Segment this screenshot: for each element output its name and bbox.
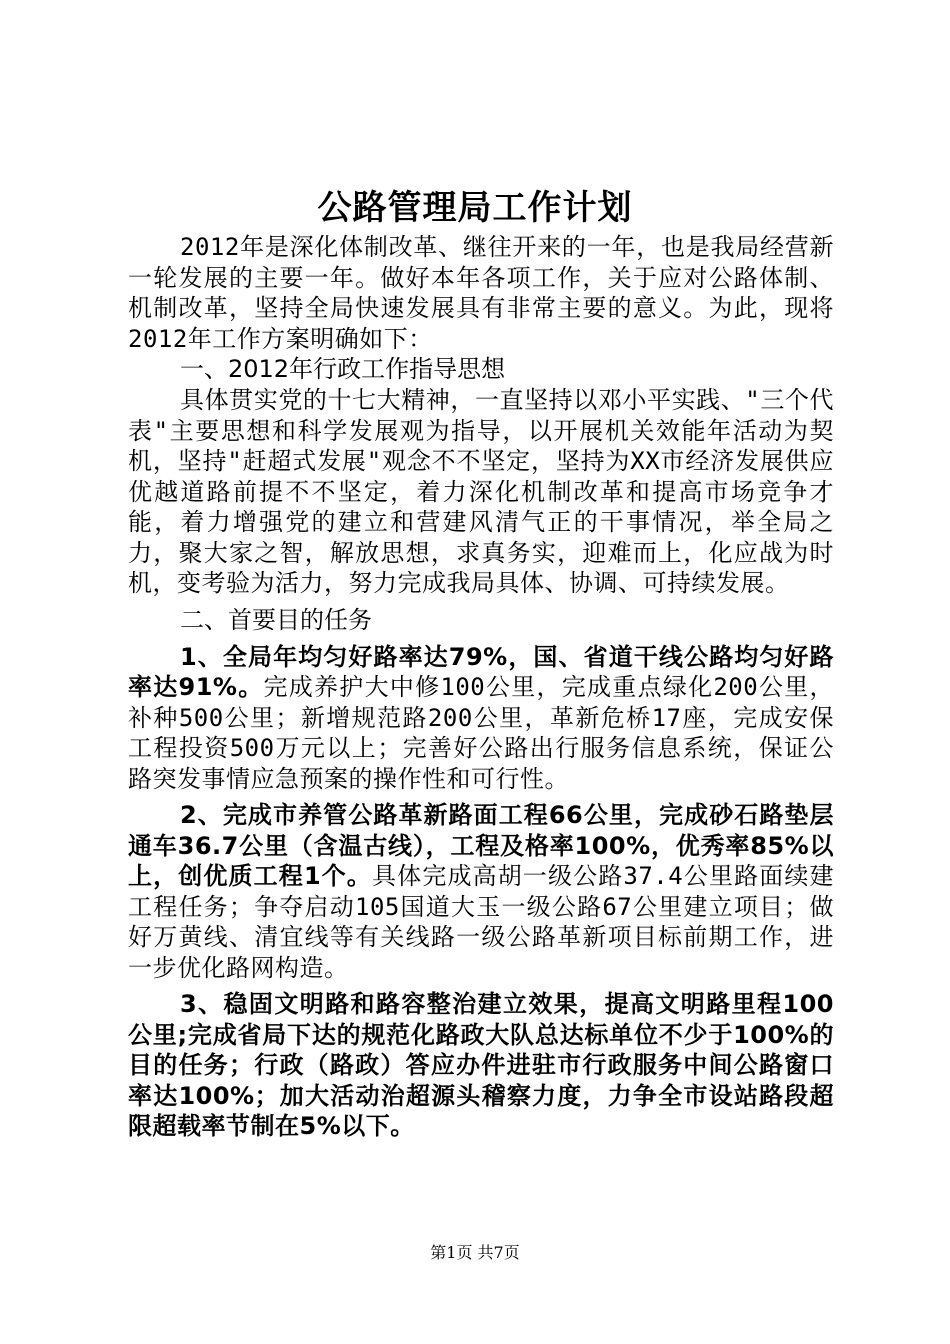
section-heading-main-tasks: 二、首要目的任务 bbox=[180, 605, 372, 634]
task-item-1 bbox=[128, 642, 834, 795]
task-item-2-lead: 完成市养管公路革新路面工程66公里，完成砂石路垫层通车36.7公里（含温古线），工程及格率100%，优秀率85%以上，创优质工程1个。 bbox=[128, 801, 834, 890]
page-footer: 第1页 共7页 bbox=[430, 1243, 520, 1262]
task-item-2 bbox=[128, 800, 834, 983]
document-body bbox=[128, 232, 834, 1142]
section-heading-guiding-thought: 一、2012年行政工作指导思想 bbox=[180, 355, 506, 383]
page-title: 公路管理局工作计划 bbox=[317, 188, 633, 228]
task-item-3-number: 3、 bbox=[180, 990, 224, 1018]
intro-paragraph: 2012年是深化体制改革、继往开来的一年，也是我局经营新一轮发展的主要一年。做好本年各项工作，关于应对公路体制、机制改革，坚持全局快速发展具有非常主要的意义。为此，现将2012年工作方案明确如下： bbox=[128, 233, 834, 353]
task-item-2-number: 2、 bbox=[180, 801, 223, 829]
task-item-1-number: 1、 bbox=[180, 642, 223, 671]
task-item-1-lead: 全局年均匀好路率达79%，国、省道干线公路均匀好路率达91%。 bbox=[128, 642, 834, 701]
task-item-3 bbox=[128, 989, 834, 1142]
task-item-2-body: 具体完成高胡一级公路37.4公里路面续建工程任务；争夺启动105国道大玉一级公路67公里建立项目；做好万黄线、清宜线等有关线路一级公路革新项目标前期工作，进一步优化路网构造。 bbox=[128, 862, 834, 982]
guiding-thought-paragraph: 具体贯实党的十七大精神，一直坚持以邓小平实践、"三个代表"主要思想和科学发展观为指导，以开展机关效能年活动为契机，坚持"赶超式发展"观念不不坚定，坚持为XX市经济发展供应优越道路前提不不坚定，着力深化机制改革和提高市场竞争才能，着力增强党的建立和营建风清气正的干事情况，举全局之力，聚大家之智，解放思想，求真务实，迎难而上，化应战为时机，变考验为活力，努力完成我局具体、协调、可持续发展。 bbox=[128, 386, 834, 597]
task-item-1-body: 完成养护大中修100公里，完成重点绿化200公里，补种500公里；新增规范路200公里，革新危桥17座，完成安保工程投资500万元以上；完善好公路出行服务信息系统，保证公路突发事情应急预案的操作性和可行性。 bbox=[128, 673, 834, 793]
task-item-3-body: 稳固文明路和路容整治建立效果，提高文明路里程100公里;完成省局下达的规范化路政大队总达标单位不少于100%的目的任务；行政（路政）答应办件进驻市行政服务中间公路窗口率达100%；加大活动治超源头稽察力度，力争全市设站路段超限超载率节制在5%以下。 bbox=[128, 990, 834, 1140]
